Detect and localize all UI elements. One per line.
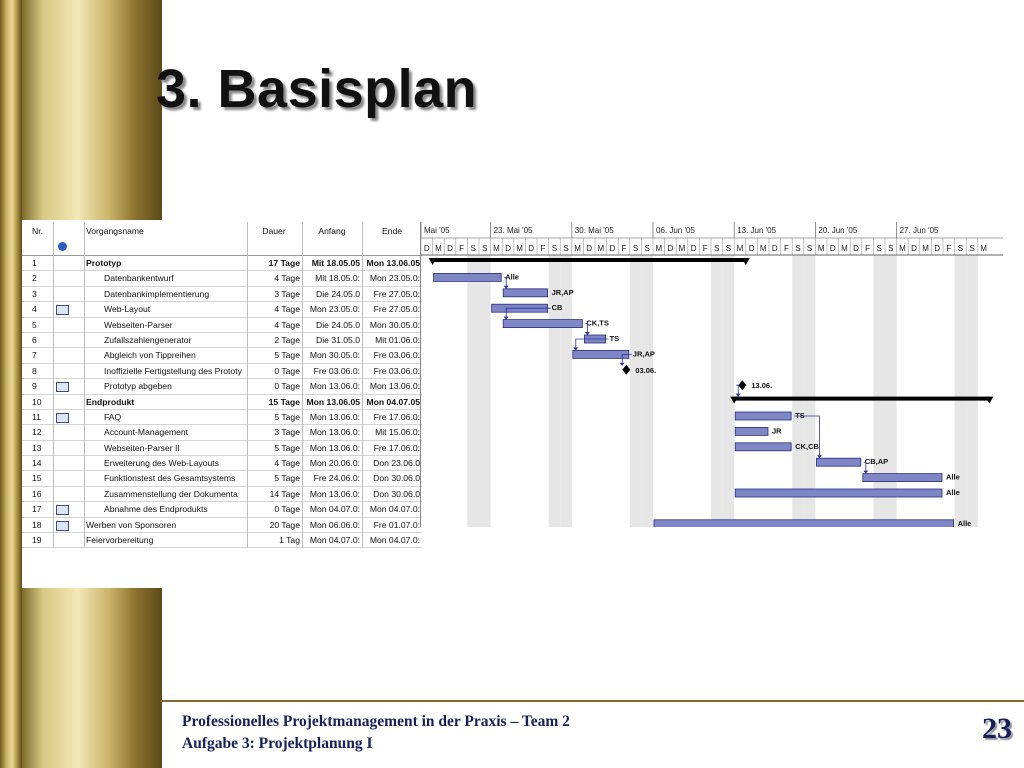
row-start: Mon 13.06.0: [309, 381, 360, 392]
task-bar [735, 412, 791, 420]
row-duration: 5 Tage [274, 411, 300, 422]
row-start: Mon 13.06.05 [306, 396, 360, 407]
row-end: Fre 27.05.0: [373, 288, 420, 299]
row-duration: 4 Tage [274, 273, 300, 284]
row-end: Don 30.06.0 [373, 473, 420, 484]
day-letter: S [725, 244, 732, 253]
row-end: Mon 13.06.0: [369, 381, 420, 392]
day-letter: D [667, 244, 674, 253]
day-letter: M [899, 244, 906, 253]
header-end: Ende [381, 226, 403, 236]
day-letter: D [771, 244, 778, 253]
row-task-name: Prototyp abgeben [104, 381, 172, 392]
row-nr: 19 [32, 535, 42, 546]
day-letter: D [690, 244, 697, 253]
milestone-label: 03.06. [635, 365, 657, 375]
row-task-name: FAQ [104, 411, 122, 422]
day-letter: M [841, 244, 848, 253]
row-duration: 3 Tage [274, 288, 300, 299]
row-task-name: Werben von Sponsoren [86, 519, 177, 530]
row-nr: 7 [32, 350, 37, 361]
task-bar [434, 273, 502, 281]
dependency-arrow [504, 286, 509, 289]
day-letter: D [911, 244, 917, 253]
task-table [22, 222, 422, 548]
row-nr: 3 [32, 288, 37, 299]
row-end: Don 30.06.0 [373, 488, 420, 499]
page-number: 23 [982, 712, 1012, 745]
resource-label: Alle [505, 272, 519, 282]
column-divider [53, 222, 54, 548]
task-bar [735, 489, 942, 497]
row-duration: 2 Tage [274, 334, 300, 345]
week-label: 13. Jun '05 [737, 226, 777, 235]
row-duration: 1 Tag [279, 535, 300, 546]
row-duration: 4 Tage [274, 319, 300, 330]
day-letter: S [806, 244, 813, 253]
dependency-arrow [585, 332, 590, 335]
row-nr: 15 [32, 473, 42, 484]
row-task-name: Zusammenstellung der Dokumenta [104, 488, 238, 499]
resource-label: JR,AP [551, 287, 574, 297]
weekend-column [804, 255, 816, 527]
row-task-name: Webseiten-Parser II [104, 442, 180, 453]
weekend-column [723, 255, 735, 527]
day-letter: M [655, 244, 663, 253]
row-nr: 4 [32, 304, 37, 315]
row-duration: 3 Tage [274, 427, 300, 438]
task-bar [863, 474, 942, 482]
day-letter: D [423, 244, 430, 253]
header-nr: Nr. [32, 226, 43, 236]
row-start: Mon 06.06.0: [309, 519, 360, 530]
row-task-name: Datenbankentwurf [104, 273, 174, 284]
footer-divider [160, 700, 1024, 702]
row-end: Don 23.06.0 [373, 458, 420, 469]
day-letter: M [678, 244, 686, 253]
row-start: Mon 20.06.0: [309, 458, 360, 469]
footer-text [182, 711, 570, 755]
row-start: Fre 24.06.0: [313, 473, 360, 484]
row-task-name: Webseiten-Parser [104, 319, 173, 330]
weekend-column [792, 255, 804, 527]
weekend-column [641, 255, 653, 527]
day-letter: M [597, 244, 605, 253]
day-letter: M [574, 244, 581, 253]
row-duration: 4 Tage [274, 304, 300, 315]
weekend-column [630, 255, 642, 527]
day-letter: D [505, 244, 511, 253]
footer-line-2: Aufgabe 3: Projektplanung I [182, 735, 373, 752]
row-task-name: Datenbankimplementierung [104, 288, 210, 299]
row-task-name: Prototyp [86, 258, 122, 268]
row-nr: 14 [32, 458, 42, 469]
row-end: Mit 01.06.0: [375, 334, 420, 345]
day-letter: D [447, 244, 453, 253]
row-end: Fre 17.06.0: [373, 442, 420, 453]
day-letter: F [540, 244, 546, 253]
day-letter: D [586, 244, 593, 253]
row-task-name: Inoffizielle Fertigstellung des Prototy [104, 365, 242, 376]
row-end: Mon 30.05.0: [369, 319, 420, 330]
info-icon [58, 242, 67, 251]
row-duration: 0 Tage [274, 504, 300, 515]
row-start: Mon 13.06.0: [309, 411, 360, 422]
weekend-column [873, 255, 885, 527]
task-bar [816, 458, 860, 466]
resource-label: Alle [946, 488, 960, 497]
row-end: Fre 03.06.0: [373, 365, 420, 376]
week-label: Mai '05 [424, 226, 450, 235]
day-letter: M [759, 244, 767, 253]
day-letter: M [516, 244, 523, 253]
day-letter: M [435, 244, 442, 253]
day-letter: S [644, 244, 650, 253]
row-end: Mit 15.06.0: [375, 427, 420, 438]
resource-label: TS [795, 411, 805, 420]
day-letter: S [714, 244, 720, 253]
row-nr: 8 [32, 365, 37, 376]
row-duration: 0 Tage [274, 381, 300, 392]
row-task-name: Erweiterung des Web-Layouts [104, 458, 219, 469]
day-letter: D [829, 244, 836, 253]
note-indicator-icon [56, 305, 69, 315]
row-start: Mit 18.05.05 [311, 258, 360, 268]
day-letter: F [459, 244, 465, 253]
task-bar [735, 427, 768, 435]
row-start: Mon 30.05.0: [309, 350, 360, 361]
row-start: Mon 23.05.0: [309, 304, 360, 315]
project-plan-panel [22, 220, 1024, 588]
row-start: Mon 04.07.0: [309, 535, 360, 546]
row-nr: 12 [32, 427, 42, 438]
week-label: 20. Jun '05 [818, 226, 858, 235]
row-duration: 14 Tage [269, 488, 300, 499]
row-end: Mon 04.07.05 [366, 396, 420, 407]
row-duration: 0 Tage [274, 365, 300, 376]
dependency-arrow [504, 317, 509, 320]
row-end: Mon 04.07.0: [369, 504, 420, 515]
weekend-column [467, 255, 479, 527]
column-divider [362, 222, 363, 548]
resource-label: Alle [946, 472, 960, 482]
row-nr: 11 [32, 411, 41, 422]
gantt-chart [420, 222, 1003, 527]
note-indicator-icon [56, 521, 69, 531]
dependency-arrow [620, 363, 625, 366]
row-start: Die 31.05.0 [316, 334, 360, 345]
day-letter: S [470, 244, 476, 253]
row-task-name: Web-Layout [104, 304, 151, 315]
row-end: Mon 04.07.0: [369, 535, 420, 546]
row-end: Fre 27.05.0: [373, 304, 420, 315]
dependency-arrow [817, 455, 822, 458]
week-label: 23. Mai '05 [493, 226, 533, 235]
week-label: 27. Jun '05 [899, 226, 939, 235]
day-letter: M [493, 244, 500, 253]
row-start: Fre 03.06.0: [313, 365, 360, 376]
dependency-arrow [863, 471, 868, 474]
day-letter: D [748, 244, 755, 253]
row-start: Die 24.05.0 [316, 288, 360, 299]
row-task-name: Endprodukt [86, 396, 135, 407]
day-letter: F [946, 244, 952, 253]
week-label: 30. Mai '05 [574, 226, 614, 235]
row-start: Die 24.05.0 [316, 319, 360, 330]
column-divider [84, 222, 85, 548]
header-name: Vorgangsname [86, 226, 144, 236]
row-duration: 4 Tage [274, 458, 300, 469]
row-start: Mon 04.07.0: [309, 504, 360, 515]
day-letter: S [551, 244, 558, 253]
note-indicator-icon [56, 382, 69, 392]
day-letter: S [888, 244, 894, 253]
row-end: Mon 13.06.05 [366, 258, 420, 268]
row-nr: 16 [32, 488, 42, 499]
weekend-column [966, 255, 978, 527]
resource-label: CB [551, 303, 563, 313]
task-bar [573, 350, 629, 358]
row-end: Fre 17.06.0: [373, 411, 420, 422]
week-label: 06. Jun '05 [656, 226, 695, 235]
day-letter: D [528, 244, 535, 253]
row-nr: 1 [32, 258, 37, 268]
day-letter: D [853, 244, 859, 253]
row-nr: 2 [32, 273, 37, 284]
row-start: Mon 13.06.0: [309, 427, 360, 438]
milestone-diamond [738, 380, 746, 390]
note-indicator-icon [56, 505, 69, 515]
row-task-name: Account-Management [104, 427, 189, 438]
day-letter: D [609, 244, 616, 253]
day-letter: S [969, 244, 975, 253]
day-letter: F [702, 244, 708, 253]
row-duration: 5 Tage [274, 473, 300, 484]
row-start: Mit 18.05.0: [315, 273, 360, 284]
weekend-column [885, 255, 897, 527]
dependency-arrow [573, 347, 578, 350]
row-task-name: Abgleich von Tippreihen [104, 350, 196, 361]
dependency-arrow [736, 394, 741, 397]
row-end: Mon 23.05.0: [369, 273, 420, 284]
resource-label: CK,TS [586, 318, 609, 328]
row-nr: 17 [32, 504, 42, 515]
row-task-name: Abnahme des Endprodukts [104, 504, 208, 515]
column-divider [302, 222, 303, 548]
milestone-diamond [622, 365, 630, 375]
day-letter: F [865, 244, 871, 253]
footer-line-1: Professionelles Projektmanagement in der Praxis – Team 2 [182, 713, 570, 730]
resource-label: JR [772, 426, 782, 436]
note-indicator-icon [56, 413, 69, 423]
row-nr: 9 [32, 381, 37, 392]
weekend-column [711, 255, 723, 527]
weekend-column [955, 255, 967, 527]
weekend-column [479, 255, 491, 527]
row-start: Mon 13.06.0: [309, 488, 360, 499]
day-letter: M [980, 244, 987, 253]
day-letter: S [957, 244, 964, 253]
day-letter: F [621, 244, 627, 253]
day-letter: S [563, 244, 569, 253]
slide-title: 3. Basisplan [156, 59, 478, 119]
row-task-name: Zufallszahlengenerator [104, 334, 192, 345]
resource-label: Alle [957, 518, 972, 527]
row-nr: 18 [32, 519, 42, 530]
day-letter: M [922, 244, 929, 253]
row-duration: 20 Tage [269, 519, 300, 530]
row-duration: 5 Tage [274, 442, 300, 453]
row-nr: 10 [32, 396, 42, 407]
row-task-name: Feiervorbereitung [86, 535, 154, 546]
day-letter: S [876, 244, 882, 253]
row-duration: 5 Tage [274, 350, 300, 361]
day-letter: S [482, 244, 488, 253]
row-duration: 17 Tage [268, 258, 300, 268]
day-letter: D [934, 244, 941, 253]
resource-label: TS [609, 334, 620, 343]
left-decor-strip [0, 0, 22, 768]
row-nr: 6 [32, 334, 37, 345]
row-nr: 13 [32, 442, 42, 453]
row-duration: 15 Tage [268, 396, 300, 407]
day-letter: S [795, 244, 801, 253]
row-start: Mon 13.06.0: [309, 442, 360, 453]
milestone-label: 13.06. [751, 381, 773, 391]
day-letter: M [736, 244, 744, 253]
row-task-name: Funktionstest des Gesamtsystems [104, 473, 236, 484]
header-start: Anfang [318, 226, 346, 236]
row-end: Fre 03.06.0: [373, 350, 420, 361]
day-letter: S [632, 244, 639, 253]
task-bar [503, 289, 547, 297]
decor-pillar-bottom [22, 588, 162, 768]
summary-bar [433, 258, 746, 262]
resource-label: CK,CB [795, 441, 819, 451]
row-nr: 5 [32, 319, 37, 330]
task-bar [735, 443, 791, 451]
summary-bar [734, 397, 989, 401]
task-bar [503, 320, 582, 328]
row-end: Fre 01.07.0: [373, 519, 420, 530]
resource-label: JR,AP [632, 349, 655, 359]
task-bar [654, 520, 954, 527]
column-divider [247, 222, 248, 548]
resource-label: CB,AP [864, 457, 889, 467]
day-letter: F [783, 244, 789, 253]
day-letter: M [817, 244, 825, 253]
header-duration: Dauer [262, 226, 286, 236]
